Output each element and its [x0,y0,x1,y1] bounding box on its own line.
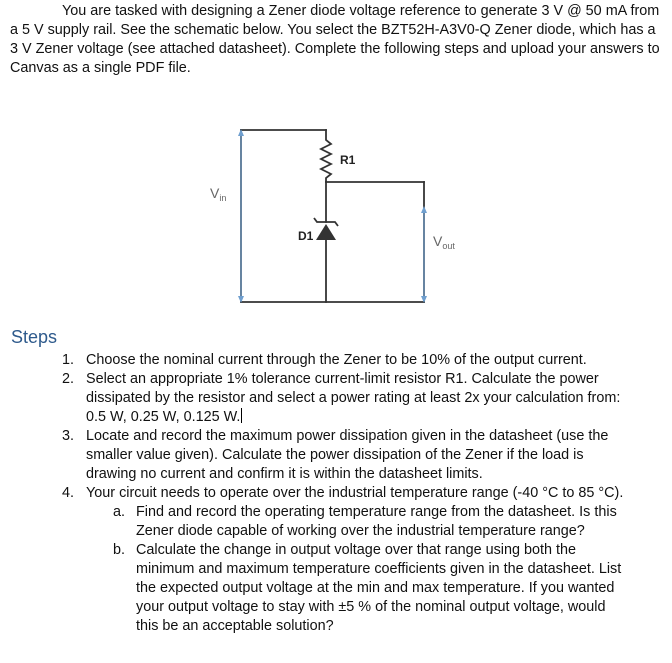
steps-heading: Steps [11,327,58,347]
intro-paragraph: You are tasked with designing a Zener diode voltage reference to generate 3 V @ 50 mA from a 5 V supply rail. See the schematic below. You select the BZT52H-A3V0-Q Zener diode, which has a 3 V Zener voltage (see attached datasheet). Complete the following steps and upload your answers to Canvas as a single PDF file. [10,3,660,76]
step-number: 4. [62,485,75,501]
step-line: 0.5 W, 0.25 W, 0.125 W. [86,409,241,425]
resistor-r1 [321,130,331,182]
step-line: drawing no current and confirm it is within the datasheet limits. [86,466,483,482]
step-line: Your circuit needs to operate over the industrial temperature range (-40 °C to 85 °C). [86,485,624,501]
substep-number: a. [113,504,126,520]
step-number: 3. [62,428,75,444]
substep-line: Find and record the operating temperature range from the datasheet. Is this [136,504,617,520]
step-number: 1. [62,352,75,368]
substep-line: minimum and maximum temperature coefficients given in the datasheet. List [136,561,622,577]
text-cursor [241,408,242,423]
label-vin-sub: in [219,193,227,203]
step-line: Choose the nominal current through the Zener to be 10% of the output current. [86,352,587,368]
step-line: smaller value given). Calculate the power dissipation of the Zener if the load is [86,447,584,463]
zener-schematic [0,0,672,330]
label-vout [433,233,455,251]
step-line: Locate and record the maximum power dissipation given in the datasheet (use the [86,428,609,444]
step-number: 2. [62,371,75,387]
substep-line: the expected output voltage at the min and max temperature. If you wanted [136,580,615,596]
substep-line: this be an acceptable solution? [136,618,334,634]
label-d1: D1 [298,229,314,243]
step-line: Select an appropriate 1% tolerance current-limit resistor R1. Calculate the power [86,371,599,387]
step-line: dissipated by the resistor and select a power rating at least 2x your calculation from: [86,390,621,406]
label-vout-sub: out [442,241,455,251]
label-vin-main: V [210,185,220,201]
label-vin [210,185,226,203]
label-vout-main: V [433,233,443,249]
vout-arrow-up [421,206,427,213]
substep-number: b. [113,542,126,558]
substep-line: Calculate the change in output voltage over that range using both the [136,542,577,558]
substep-line: Zener diode capable of working over the industrial temperature range? [136,523,585,539]
label-r1: R1 [340,153,356,167]
zener-diode-d1 [314,218,338,240]
substep-line: your output voltage to stay with ±5 % of the nominal output voltage, would [136,599,606,615]
